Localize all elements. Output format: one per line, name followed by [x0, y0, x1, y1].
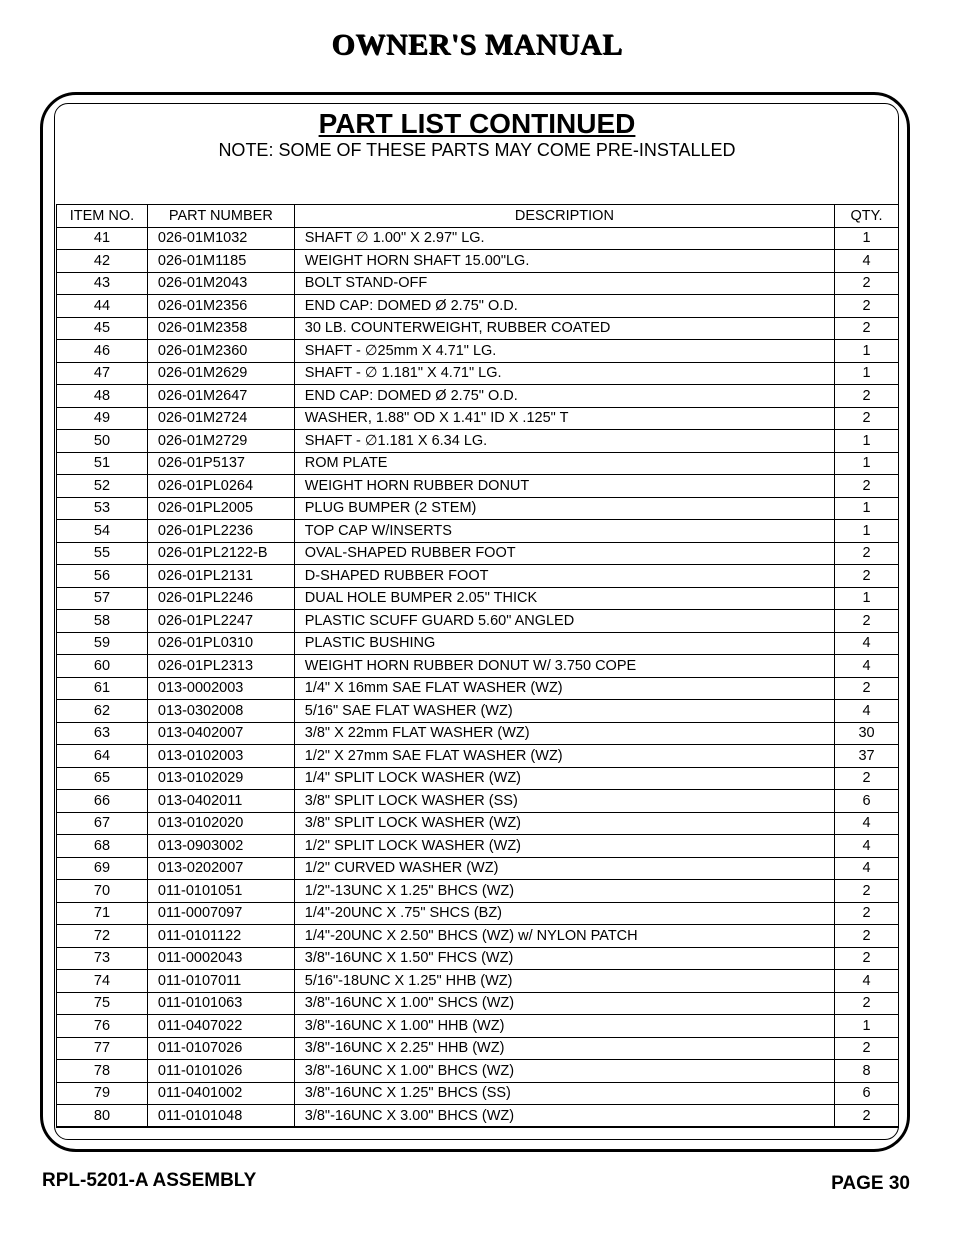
qty-cell: 2	[835, 880, 899, 903]
part-number-cell: 026-01PL2005	[147, 497, 294, 520]
qty-cell: 37	[835, 745, 899, 768]
item-number-cell: 70	[57, 880, 148, 903]
part-number-cell: 011-0101026	[147, 1060, 294, 1083]
description-cell: DUAL HOLE BUMPER 2.05" THICK	[294, 587, 834, 610]
description-cell: ROM PLATE	[294, 452, 834, 475]
qty-cell: 2	[835, 992, 899, 1015]
description-cell: PLASTIC SCUFF GUARD 5.60" ANGLED	[294, 610, 834, 633]
qty-cell: 4	[835, 700, 899, 723]
item-number-cell: 69	[57, 857, 148, 880]
table-row	[57, 362, 899, 385]
table-row	[57, 700, 899, 723]
part-number-cell: 013-0903002	[147, 835, 294, 858]
qty-cell: 8	[835, 1060, 899, 1083]
part-number-cell: 026-01M1185	[147, 250, 294, 273]
description-cell: 3/8" SPLIT LOCK WASHER (WZ)	[294, 812, 834, 835]
description-cell: PLUG BUMPER (2 STEM)	[294, 497, 834, 520]
item-number-cell: 76	[57, 1015, 148, 1038]
item-number-cell: 57	[57, 587, 148, 610]
item-number-cell: 56	[57, 565, 148, 588]
qty-cell: 2	[835, 610, 899, 633]
part-number-cell: 026-01M2358	[147, 317, 294, 340]
table-row	[57, 295, 899, 318]
part-number-cell: 026-01M2724	[147, 407, 294, 430]
part-number-cell: 026-01PL0264	[147, 475, 294, 498]
table-row	[57, 745, 899, 768]
table-row	[57, 565, 899, 588]
part-number-cell: 011-0107026	[147, 1037, 294, 1060]
table-row	[57, 1105, 899, 1128]
description-cell: END CAP: DOMED Ø 2.75" O.D.	[294, 295, 834, 318]
section-title: PART LIST CONTINUED	[318, 108, 636, 139]
description-cell: 5/16" SAE FLAT WASHER (WZ)	[294, 700, 834, 723]
qty-cell: 2	[835, 565, 899, 588]
qty-cell: 6	[835, 1082, 899, 1105]
table-header-row	[57, 205, 899, 228]
table-row	[57, 407, 899, 430]
table-row	[57, 925, 899, 948]
part-number-cell: 011-0101063	[147, 992, 294, 1015]
part-number-cell: 011-0101122	[147, 925, 294, 948]
description-cell: BOLT STAND-OFF	[294, 272, 834, 295]
table-row	[57, 385, 899, 408]
part-number-cell: 026-01P5137	[147, 452, 294, 475]
qty-cell: 2	[835, 767, 899, 790]
qty-cell: 2	[835, 475, 899, 498]
description-cell: WASHER, 1.88" OD X 1.41" ID X .125" T	[294, 407, 834, 430]
item-number-cell: 47	[57, 362, 148, 385]
table-row	[57, 587, 899, 610]
item-number-cell: 54	[57, 520, 148, 543]
part-number-cell: 013-0202007	[147, 857, 294, 880]
qty-cell: 2	[835, 542, 899, 565]
qty-cell: 2	[835, 317, 899, 340]
qty-cell: 4	[835, 812, 899, 835]
qty-cell: 30	[835, 722, 899, 745]
part-number-cell: 026-01PL2247	[147, 610, 294, 633]
item-number-cell: 44	[57, 295, 148, 318]
qty-cell: 1	[835, 362, 899, 385]
qty-cell: 1	[835, 340, 899, 363]
item-number-cell: 63	[57, 722, 148, 745]
table-row	[57, 475, 899, 498]
qty-cell: 1	[835, 1015, 899, 1038]
part-number-cell: 013-0302008	[147, 700, 294, 723]
description-cell: SHAFT - ∅1.181 X 6.34 LG.	[294, 430, 834, 453]
item-number-cell: 49	[57, 407, 148, 430]
item-number-cell: 59	[57, 632, 148, 655]
description-cell: 1/2" SPLIT LOCK WASHER (WZ)	[294, 835, 834, 858]
description-cell: 3/8"-16UNC X 1.25" BHCS (SS)	[294, 1082, 834, 1105]
part-number-cell: 026-01M1032	[147, 227, 294, 250]
part-number-cell: 013-0102029	[147, 767, 294, 790]
qty-cell: 2	[835, 902, 899, 925]
item-number-cell: 71	[57, 902, 148, 925]
part-number-cell: 011-0002043	[147, 947, 294, 970]
table-row	[57, 677, 899, 700]
table-row	[57, 1082, 899, 1105]
item-number-cell: 67	[57, 812, 148, 835]
table-row	[57, 340, 899, 363]
table-row	[57, 250, 899, 273]
column-header-description: DESCRIPTION	[294, 205, 834, 228]
item-number-cell: 80	[57, 1105, 148, 1128]
qty-cell: 2	[835, 295, 899, 318]
item-number-cell: 75	[57, 992, 148, 1015]
part-number-cell: 011-0401002	[147, 1082, 294, 1105]
description-cell: PLASTIC BUSHING	[294, 632, 834, 655]
qty-cell: 2	[835, 925, 899, 948]
footer-page-number: PAGE 30	[831, 1173, 910, 1194]
part-number-cell: 011-0101048	[147, 1105, 294, 1128]
table-row	[57, 227, 899, 250]
table-row	[57, 1015, 899, 1038]
part-number-cell: 013-0102020	[147, 812, 294, 835]
item-number-cell: 61	[57, 677, 148, 700]
description-cell: 1/2"-13UNC X 1.25" BHCS (WZ)	[294, 880, 834, 903]
qty-cell: 1	[835, 227, 899, 250]
item-number-cell: 74	[57, 970, 148, 993]
item-number-cell: 64	[57, 745, 148, 768]
qty-cell: 4	[835, 970, 899, 993]
part-number-cell: 026-01M2043	[147, 272, 294, 295]
table-row	[57, 880, 899, 903]
description-cell: 30 LB. COUNTERWEIGHT, RUBBER COATED	[294, 317, 834, 340]
table-row	[57, 1037, 899, 1060]
part-number-cell: 026-01PL2313	[147, 655, 294, 678]
part-number-cell: 011-0107011	[147, 970, 294, 993]
qty-cell: 4	[835, 835, 899, 858]
part-number-cell: 011-0407022	[147, 1015, 294, 1038]
description-cell: WEIGHT HORN RUBBER DONUT	[294, 475, 834, 498]
table-row	[57, 857, 899, 880]
part-number-cell: 026-01M2629	[147, 362, 294, 385]
description-cell: 1/2" CURVED WASHER (WZ)	[294, 857, 834, 880]
part-number-cell: 026-01PL0310	[147, 632, 294, 655]
section-note: NOTE: SOME OF THESE PARTS MAY COME PRE-INSTALLED	[218, 140, 736, 160]
item-number-cell: 43	[57, 272, 148, 295]
description-cell: 5/16"-18UNC X 1.25" HHB (WZ)	[294, 970, 834, 993]
description-cell: 1/4" X 16mm SAE FLAT WASHER (WZ)	[294, 677, 834, 700]
table-row	[57, 497, 899, 520]
description-cell: 1/4" SPLIT LOCK WASHER (WZ)	[294, 767, 834, 790]
item-number-cell: 53	[57, 497, 148, 520]
item-number-cell: 48	[57, 385, 148, 408]
description-cell: 1/2" X 27mm SAE FLAT WASHER (WZ)	[294, 745, 834, 768]
description-cell: 3/8"-16UNC X 1.00" HHB (WZ)	[294, 1015, 834, 1038]
item-number-cell: 58	[57, 610, 148, 633]
table-row	[57, 655, 899, 678]
table-row	[57, 970, 899, 993]
part-number-cell: 026-01PL2246	[147, 587, 294, 610]
table-row	[57, 430, 899, 453]
item-number-cell: 78	[57, 1060, 148, 1083]
table-row	[57, 767, 899, 790]
description-cell: OVAL-SHAPED RUBBER FOOT	[294, 542, 834, 565]
item-number-cell: 73	[57, 947, 148, 970]
part-number-cell: 011-0007097	[147, 902, 294, 925]
qty-cell: 4	[835, 857, 899, 880]
qty-cell: 2	[835, 947, 899, 970]
part-number-cell: 013-0102003	[147, 745, 294, 768]
table-row	[57, 632, 899, 655]
qty-cell: 1	[835, 452, 899, 475]
item-number-cell: 52	[57, 475, 148, 498]
part-number-cell: 013-0002003	[147, 677, 294, 700]
qty-cell: 4	[835, 250, 899, 273]
parts-table-body	[57, 227, 899, 1127]
table-row	[57, 520, 899, 543]
column-header-qty: QTY.	[835, 205, 899, 228]
qty-cell: 2	[835, 385, 899, 408]
item-number-cell: 50	[57, 430, 148, 453]
column-header-part-number: PART NUMBER	[147, 205, 294, 228]
parts-table	[56, 204, 899, 1128]
description-cell: SHAFT ∅ 1.00" X 2.97" LG.	[294, 227, 834, 250]
table-row	[57, 452, 899, 475]
description-cell: WEIGHT HORN SHAFT 15.00"LG.	[294, 250, 834, 273]
part-number-cell: 026-01M2647	[147, 385, 294, 408]
part-number-cell: 011-0101051	[147, 880, 294, 903]
item-number-cell: 66	[57, 790, 148, 813]
item-number-cell: 55	[57, 542, 148, 565]
qty-cell: 2	[835, 272, 899, 295]
qty-cell: 4	[835, 632, 899, 655]
description-cell: 3/8" X 22mm FLAT WASHER (WZ)	[294, 722, 834, 745]
table-row	[57, 992, 899, 1015]
description-cell: SHAFT - ∅25mm X 4.71" LG.	[294, 340, 834, 363]
description-cell: 3/8"-16UNC X 2.25" HHB (WZ)	[294, 1037, 834, 1060]
description-cell: 3/8" SPLIT LOCK WASHER (SS)	[294, 790, 834, 813]
table-bottom-divider	[56, 1126, 899, 1127]
description-cell: WEIGHT HORN RUBBER DONUT W/ 3.750 COPE	[294, 655, 834, 678]
qty-cell: 1	[835, 430, 899, 453]
item-number-cell: 45	[57, 317, 148, 340]
description-cell: 3/8"-16UNC X 1.00" BHCS (WZ)	[294, 1060, 834, 1083]
qty-cell: 1	[835, 497, 899, 520]
qty-cell: 2	[835, 1037, 899, 1060]
part-number-cell: 026-01PL2131	[147, 565, 294, 588]
table-row	[57, 272, 899, 295]
description-cell: TOP CAP W/INSERTS	[294, 520, 834, 543]
qty-cell: 2	[835, 1105, 899, 1128]
table-row	[57, 610, 899, 633]
part-number-cell: 026-01M2360	[147, 340, 294, 363]
table-row	[57, 902, 899, 925]
description-cell: END CAP: DOMED Ø 2.75" O.D.	[294, 385, 834, 408]
table-row	[57, 947, 899, 970]
item-number-cell: 41	[57, 227, 148, 250]
part-number-cell: 026-01PL2122-B	[147, 542, 294, 565]
part-number-cell: 026-01M2729	[147, 430, 294, 453]
item-number-cell: 62	[57, 700, 148, 723]
table-row	[57, 542, 899, 565]
item-number-cell: 72	[57, 925, 148, 948]
item-number-cell: 42	[57, 250, 148, 273]
description-cell: 1/4"-20UNC X 2.50" BHCS (WZ) w/ NYLON PATCH	[294, 925, 834, 948]
description-cell: 3/8"-16UNC X 1.50" FHCS (WZ)	[294, 947, 834, 970]
description-cell: 3/8"-16UNC X 1.00" SHCS (WZ)	[294, 992, 834, 1015]
description-cell: 3/8"-16UNC X 3.00" BHCS (WZ)	[294, 1105, 834, 1128]
footer-assembly-label: RPL-5201-A ASSEMBLY	[42, 1170, 257, 1191]
table-row	[57, 835, 899, 858]
qty-cell: 2	[835, 677, 899, 700]
part-number-cell: 013-0402011	[147, 790, 294, 813]
qty-cell: 1	[835, 587, 899, 610]
item-number-cell: 79	[57, 1082, 148, 1105]
item-number-cell: 46	[57, 340, 148, 363]
qty-cell: 1	[835, 520, 899, 543]
item-number-cell: 51	[57, 452, 148, 475]
table-row	[57, 317, 899, 340]
description-cell: 1/4"-20UNC X .75" SHCS (BZ)	[294, 902, 834, 925]
part-number-cell: 026-01M2356	[147, 295, 294, 318]
item-number-cell: 68	[57, 835, 148, 858]
description-cell: SHAFT - ∅ 1.181" X 4.71" LG.	[294, 362, 834, 385]
item-number-cell: 60	[57, 655, 148, 678]
qty-cell: 4	[835, 655, 899, 678]
item-number-cell: 65	[57, 767, 148, 790]
qty-cell: 2	[835, 407, 899, 430]
part-number-cell: 013-0402007	[147, 722, 294, 745]
column-header-item: ITEM NO.	[57, 205, 148, 228]
table-row	[57, 812, 899, 835]
manual-header: OWNER'S MANUAL	[331, 28, 623, 61]
description-cell: D-SHAPED RUBBER FOOT	[294, 565, 834, 588]
item-number-cell: 77	[57, 1037, 148, 1060]
table-row	[57, 1060, 899, 1083]
part-number-cell: 026-01PL2236	[147, 520, 294, 543]
qty-cell: 6	[835, 790, 899, 813]
table-row	[57, 722, 899, 745]
table-row	[57, 790, 899, 813]
